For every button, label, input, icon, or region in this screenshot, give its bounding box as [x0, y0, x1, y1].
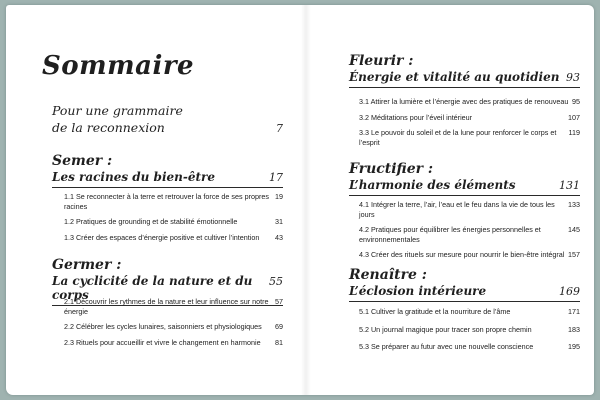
- chapter-title: 1.1 Se reconnecter à la terre et retrouver la force de ses propres racines: [64, 192, 269, 211]
- chapter-title: 3.3 Le pouvoir du soleil et de la lune pour renforcer le corps et l’esprit: [359, 128, 557, 147]
- chapter-title: 4.1 Intégrer la terre, l’air, l’eau et le feu dans la vie de tous les jours: [359, 200, 555, 219]
- chapter-item[interactable]: [359, 325, 580, 335]
- chapter-item[interactable]: [359, 113, 580, 123]
- chapter-item[interactable]: [359, 200, 580, 219]
- page-gutter: [301, 5, 311, 395]
- chapter-title: 1.3 Créer des espaces d’énergie positive et cultiver l’intention: [64, 232, 260, 242]
- part-5: [349, 267, 580, 302]
- part-2-chapters: [64, 297, 283, 347]
- chapter-item[interactable]: [64, 338, 283, 348]
- chapter-item[interactable]: [359, 97, 580, 107]
- part-name: Renaître :: [349, 267, 427, 283]
- intro-entry: [52, 103, 283, 135]
- intro-line-2-row: [52, 120, 283, 135]
- toc-title: Sommaire: [42, 51, 195, 81]
- part-page: 55: [269, 275, 283, 288]
- chapter-title: 1.2 Pratiques de grounding et de stabilité émotionnelle: [64, 217, 238, 226]
- part-subtitle-row: [349, 284, 580, 302]
- chapter-page: 107: [568, 112, 580, 122]
- part-page: 17: [269, 171, 283, 184]
- chapter-page: 183: [568, 324, 580, 334]
- part-name: Fructifier :: [349, 161, 434, 177]
- chapter-page: 57: [275, 297, 283, 306]
- chapter-page: 119: [568, 128, 580, 137]
- part-subtitle-row: [349, 178, 580, 196]
- chapter-item[interactable]: [64, 217, 283, 227]
- part-subtitle-row: [52, 170, 283, 188]
- chapter-page: 195: [568, 342, 580, 351]
- part-1: [52, 153, 283, 188]
- chapter-title: 4.3 Créer des rituels sur mesure pour nourrir le bien-être intégral: [359, 250, 565, 259]
- part-subtitle: La cyclicité de la nature et du corps: [52, 274, 253, 302]
- chapter-page: 43: [275, 232, 283, 242]
- chapter-item[interactable]: [64, 322, 283, 332]
- left-page: [6, 5, 301, 395]
- part-3: [349, 53, 580, 88]
- intro-line-2: de la reconnexion: [52, 120, 165, 135]
- part-4: [349, 161, 580, 196]
- chapter-page: 157: [568, 250, 580, 259]
- chapter-page: 31: [275, 217, 283, 226]
- book-spread: [6, 5, 594, 395]
- part-name: Fleurir :: [349, 53, 414, 69]
- chapter-page: 171: [568, 307, 580, 316]
- part-subtitle: L’éclosion intérieure: [349, 284, 487, 298]
- chapter-title: 5.3 Se préparer au futur avec une nouvelle conscience: [359, 342, 534, 351]
- chapter-title: 2.3 Rituels pour accueillir et vivre le changement en harmonie: [64, 337, 261, 347]
- chapter-item[interactable]: [64, 233, 283, 243]
- intro-page: 7: [276, 122, 283, 135]
- chapter-item[interactable]: [64, 192, 283, 211]
- chapter-page: 19: [275, 192, 283, 201]
- chapter-title: 3.2 Méditations pour l’éveil intérieur: [359, 112, 473, 122]
- chapter-page: 95: [572, 97, 580, 106]
- part-3-chapters: [359, 97, 580, 147]
- chapter-title: 5.1 Cultiver la gratitude et la nourriture de l’âme: [359, 307, 511, 316]
- chapter-page: 145: [568, 225, 580, 234]
- chapter-title: 3.1 Attirer la lumière et l’énergie avec des pratiques de renouveau: [359, 97, 569, 106]
- part-1-chapters: [64, 192, 283, 242]
- chapter-item[interactable]: [359, 225, 580, 244]
- chapter-page: 69: [275, 322, 283, 331]
- part-page: 131: [559, 179, 580, 192]
- part-subtitle: Énergie et vitalité au quotidien: [349, 70, 560, 84]
- intro-line-1: Pour une grammaire: [52, 103, 183, 118]
- chapter-title: 2.1 Découvrir les rythmes de la nature et leur influence sur notre énergie: [64, 297, 269, 316]
- part-subtitle: Les racines du bien-être: [52, 170, 215, 184]
- chapter-page: 133: [568, 200, 580, 209]
- part-subtitle: L’harmonie des éléments: [349, 178, 516, 192]
- chapter-item[interactable]: [359, 342, 580, 352]
- chapter-item[interactable]: [359, 128, 580, 147]
- chapter-title: 4.2 Pratiques pour équilibrer les énergies personnelles et environnementales: [359, 225, 541, 244]
- chapter-page: 81: [275, 337, 283, 347]
- part-page: 93: [566, 71, 580, 84]
- chapter-item[interactable]: [359, 307, 580, 317]
- part-name: Semer :: [52, 153, 113, 169]
- part-4-chapters: [359, 200, 580, 260]
- part-subtitle-row: [349, 70, 580, 88]
- part-name: Germer :: [52, 257, 122, 273]
- chapter-title: 2.2 Célébrer les cycles lunaires, saisonniers et physiologiques: [64, 322, 262, 331]
- chapter-item[interactable]: [64, 297, 283, 316]
- chapter-item[interactable]: [359, 250, 580, 260]
- part-page: 169: [559, 285, 580, 298]
- chapter-title: 5.2 Un journal magique pour tracer son propre chemin: [359, 324, 532, 334]
- part-5-chapters: [359, 307, 580, 352]
- right-page: [311, 5, 594, 395]
